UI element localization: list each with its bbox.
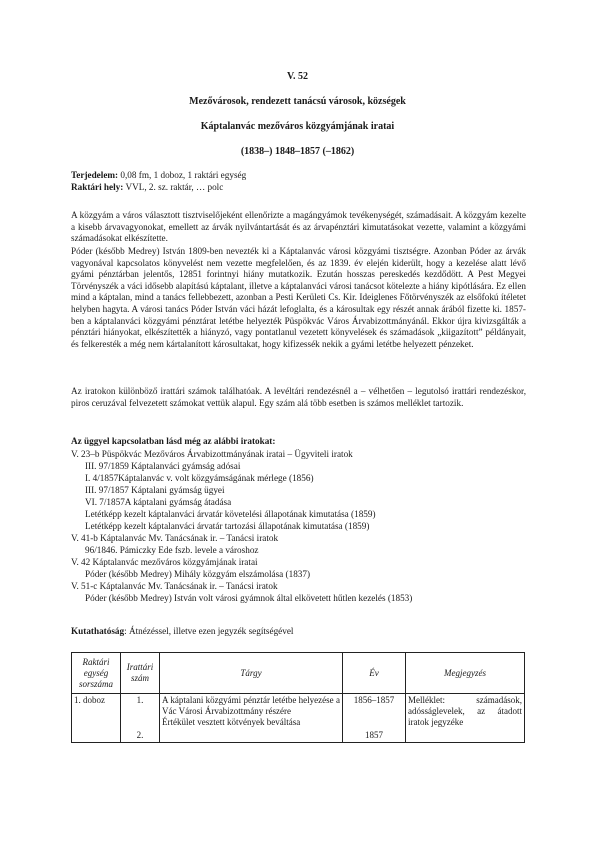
related-item: V. 42 Káptalanvác mezőváros közgyámjának iratai	[71, 557, 258, 567]
cell-subject: A káptalani közgyámi pénztár letétbe helyezése a Vác Városi Árvabizottmány részére Értékület vesztett kötvények beváltása	[160, 694, 343, 743]
related-heading: Az üggyel kapcsolatban lásd még az alábbi iratokat:	[71, 436, 276, 446]
cell-file-number: 1. 2.	[121, 694, 160, 743]
table-row	[72, 694, 525, 743]
inventory-table	[71, 652, 525, 743]
cell-storage-unit: 1. doboz	[72, 694, 121, 743]
header-year: Év	[343, 653, 406, 694]
history-paragraph: Póder (később Medrey) István 1809-ben nevezték ki a Káptalanvác városi közgyámi tisztségre. Azonban Póder az árvák vagyonával kapcsolatos könyvelést nem vezette megfelelően, és az 1839. év elején kiderült, hogy a kezelése alatt lévő gyámi pénztárban jelentős, 12851 forintnyi hiány mutatkozik. Ezután hosszas pereskedés kezdődött. A Pest Megyei Törvényszék a váci idősebb alapítású káptalant, illetve a káptalanváci városi tanácsot kötelezte a hiány kipótlására. Ez ellen mind a káptalan, mind a tanács fellebbezett, azonban a Pesti Kerületi Cs. Kir. Ideiglenes Főtörvényszék az elsőfokú ítéletet helyben hagyta. A városi tanács Póder István váci házát lefoglalta, és a károsultak egy részét annak árából fizette ki. 1857-ben a káptalanváci közgyámi pénztárat letétbe helyezték Püspökvác Város Árvabizottmányánál. Ekkor újra kivizsgálták a pénztári hiányokat, elkészítették a hiányzó, vagy pontatlanul vezetett könyvelések és számadások „kiigazított” példányait, és felkeresték a még nem kártalanított károsultakat, hogy kifizessék nekik a gyámi letétbe helyezett pénzeket.	[71, 246, 526, 349]
table-header-row	[72, 653, 525, 694]
related-item: Letétképp kezelt káptalanváci árvatár követelési állapotának kimutatása (1859)	[85, 509, 376, 519]
header-storage-unit: Raktári egység sorszáma	[72, 653, 121, 694]
category-heading: Mezővárosok, rendezett tanácsú városok, községek	[189, 96, 406, 107]
related-item: 96/1846. Pámiczky Ede fszb. levele a városhoz	[85, 545, 259, 555]
cell-note: Melléklet: számadások, adósságlevelek, az átadott iratok jegyzéke	[406, 694, 525, 743]
extent-value: 0,08 fm, 1 doboz, 1 raktári egység	[120, 170, 247, 180]
related-item: Póder (később Medrey) Mihály közgyám elszámolása (1837)	[85, 569, 311, 579]
related-item: III. 97/1857 Káptalani gyámság ügyei	[85, 485, 225, 495]
location-line	[71, 182, 223, 194]
related-item: I. 4/1857Káptalanvác v. volt közgyámságának mérlege (1856)	[85, 473, 314, 483]
related-item: V. 41-b Káptalanvác Mv. Tanácsának ir. – Tanácsi iratok	[71, 533, 279, 543]
header-note: Megjegyzés	[406, 653, 525, 694]
extent-line	[71, 170, 246, 182]
cell-year: 1856–1857 1857	[343, 694, 406, 743]
location-value: VVL, 2. sz. raktár, … polc	[125, 182, 224, 192]
location-label: Raktári hely:	[71, 182, 124, 192]
intro-paragraph: A közgyám a város választott tisztviselőjeként ellenőrizte a magángyámok tevékenységét, számadásait. A közgyám kezelte a kisebb árvavagyonokat, emellett az árvák nyilvántartását és az árvapénztári kimutatásokat vezette, valamint a közgyámi számadásokat elkészítette.	[71, 210, 526, 244]
research-line	[71, 626, 293, 638]
page-title: Káptalanvác mezőváros közgyámjának iratai	[200, 121, 395, 132]
related-item: Letétképp kezelt káptalanváci árvatár tartozási állapotának kimutatása (1859)	[85, 521, 370, 531]
related-item: Póder (később Medrey) István volt városi gyámnok által elkövetett hűtlen kezelés (1853)	[85, 593, 413, 603]
fond-code: V. 52	[287, 71, 308, 82]
research-label: Kutathatóság	[71, 626, 125, 636]
extent-label: Terjedelem:	[71, 170, 119, 180]
related-item: V. 23–b Püspökvác Mezőváros Árvabizottmányának iratai – Ügyviteli iratok	[71, 449, 353, 459]
header-file-number: Irattári szám	[121, 653, 160, 694]
header-subject: Tárgy	[160, 653, 343, 694]
date-range: (1838–) 1848–1857 (–1862)	[240, 146, 355, 157]
fond-paragraph: Az iratokon különböző irattári számok találhatóak. A levéltári rendezésnél a – vélhetően – legutolsó irattári rendezéskor, piros ceruzával felvezetett számokat vettük alapul. Egy szám alá több esetben is számos melléklet tartozik.	[71, 386, 526, 408]
related-item: III. 97/1859 Káptalanváci gyámság adósai	[85, 461, 241, 471]
related-item: V. 51-c Káptalanvác Mv. Tanácsának ir. – Tanácsi iratok	[71, 581, 278, 591]
related-item: VI. 7/1857A káptalani gyámság átadása	[85, 497, 232, 507]
research-value: : Átnézéssel, illetve ezen jegyzék segítségével	[124, 626, 294, 636]
